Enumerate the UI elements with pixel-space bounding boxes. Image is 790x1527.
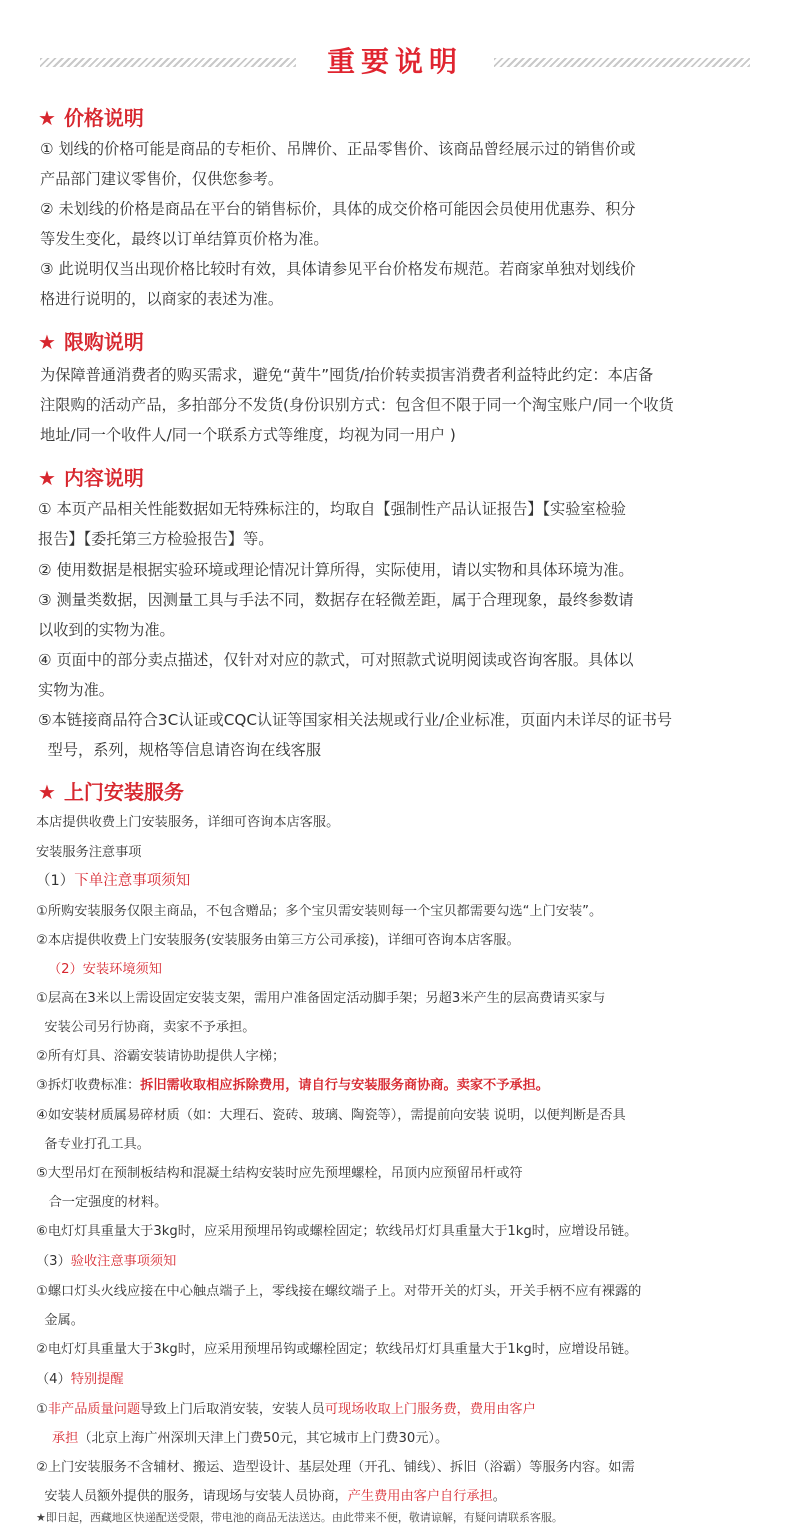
s4-l2-red: 承担 — [52, 1431, 79, 1446]
install-s2-line: ④如安装材质属易碎材质（如：大理石、瓷砖、玻璃、陶瓷等），需提前向安装 说明，以便判断是否具 — [36, 1108, 626, 1123]
install-s2-line-fee — [36, 1075, 549, 1097]
install-s2-line: ⑤大型吊灯在预制板结构和混凝土结构安装时应先预埋螺栓，吊顶内应预留吊杆或符 — [36, 1166, 523, 1181]
s4-l4-text: 安装人员额外提供的服务，请现场与安装人员协商， — [36, 1489, 348, 1504]
star-icon: ★ — [38, 330, 56, 354]
limit-heading — [38, 330, 144, 354]
price-line: ③ 此说明仅当出现价格比较时有效，具体请参见平台价格发布规范。若商家单独对划线价 — [40, 260, 636, 278]
page-title: 重要说明 — [326, 45, 463, 78]
s4-l4-red: 产生费用由客户自行承担 — [347, 1489, 493, 1504]
install-s2-line: ②所有灯具、浴霸安装请协助提供人字梯； — [36, 1049, 286, 1064]
fee-warning: 拆旧需收取相应拆除费用，请自行与安装服务商协商。卖家不予承担。 — [140, 1078, 549, 1093]
star-icon: ★ — [38, 780, 56, 804]
content-line: ⑤本链接商品符合3C认证或CQC认证等国家相关法规或行业/企业标准，页面内未详尽的证书号 — [38, 711, 673, 729]
limit-line: 注限购的活动产品，多拍部分不发货(身份识别方式：包含但不限于同一个淘宝账户/同一个收货 — [40, 396, 674, 414]
install-s1-line: ①所购安装服务仅限主商品，不包含赠品；多个宝贝需安装则每一个宝贝都需要勾选“上门安装”。 — [36, 904, 603, 919]
install-s3-heading — [36, 1251, 176, 1273]
install-s4-line: ②上门安装服务不含辅材、搬运、造型设计、基层处理（开孔、铺线）、拆旧（浴霸）等服务内容。如需 — [36, 1460, 635, 1475]
install-s2-line: 备专业打孔工具。 — [36, 1137, 150, 1152]
limit-heading-label: 限购说明 — [63, 330, 144, 354]
install-s4-line — [36, 1399, 536, 1421]
content-line: 型号，系列，规格等信息请咨询在线客服 — [38, 741, 322, 759]
install-s4-title: 特别提醒 — [70, 1372, 124, 1387]
header-divider-right — [494, 58, 750, 67]
install-s4-num: （4） — [36, 1372, 71, 1387]
install-s3-line: ①螺口灯头火线应接在中心触点端子上，零线接在螺纹端子上。对带开关的灯头，开关手柄不应有裸露的 — [36, 1284, 642, 1299]
price-line: 产品部门建议零售价，仅供您参考。 — [40, 170, 283, 188]
content-line: ② 使用数据是根据实验环境或理论情况计算所得，实际使用，请以实物和具体环境为准。 — [38, 561, 634, 579]
install-s3-line: 金属。 — [36, 1313, 84, 1328]
content-line: ③ 测量类数据，因测量工具与手法不同，数据存在轻微差距，属于合理现象，最终参数请 — [38, 591, 634, 609]
limit-line: 地址/同一个收件人/同一个联系方式等维度，均视为同一用户 ) — [40, 426, 456, 444]
price-line: ② 未划线的价格是商品在平台的销售标价，具体的成交价格可能因会员使用优惠券、积分 — [40, 200, 636, 218]
install-s2-title: （2）安装环境须知 — [48, 962, 162, 977]
s4-l2-text: （北京上海广州深圳天津上门费50元，其它城市上门费30元）。 — [78, 1431, 449, 1446]
price-line: ① 划线的价格可能是商品的专柜价、吊牌价、正品零售价、该商品曾经展示过的销售价或 — [40, 140, 636, 158]
star-icon: ★ — [38, 466, 56, 490]
price-heading — [38, 106, 144, 130]
content-line: 以收到的实物为准。 — [38, 621, 175, 639]
star-icon: ★ — [38, 106, 56, 130]
install-heading — [38, 780, 184, 804]
install-s2-line: 安装公司另行协商，卖家不予承担。 — [36, 1020, 256, 1035]
header-divider-left — [40, 58, 296, 67]
install-s2-line: ①层高在3米以上需设固定安装支架，需用户准备固定活动脚手架；另超3米产生的层高费请买家与 — [36, 991, 606, 1006]
content-heading — [38, 466, 144, 490]
fee-label: ③拆灯收费标准： — [36, 1078, 141, 1093]
install-notes-title: 安装服务注意事项 — [36, 845, 142, 860]
price-line: 等发生变化，最终以订单结算页价格为准。 — [40, 230, 329, 248]
install-s1-num: （1） — [36, 873, 75, 889]
price-line: 格进行说明的，以商家的表述为准。 — [40, 290, 283, 308]
install-s3-line: ②电灯灯具重量大于3kg时，应采用预埋吊钩或螺栓固定；软线吊灯灯具重量大于1kg时，应增设吊链。 — [36, 1342, 638, 1357]
price-heading-label: 价格说明 — [63, 106, 144, 130]
install-s4-heading — [36, 1369, 124, 1391]
install-s4-line — [36, 1486, 506, 1508]
install-s3-title: 验收注意事项须知 — [70, 1254, 177, 1269]
content-heading-label: 内容说明 — [63, 466, 144, 490]
install-s3-num: （3） — [36, 1254, 71, 1269]
install-s1-title: 下单注意事项须知 — [74, 873, 191, 889]
footnote: ★即日起，西藏地区快递配送受限，带电池的商品无法送达。由此带来不便，敬请谅解，有疑问请联系客服。 — [36, 1511, 563, 1524]
content-line: 报告】【委托第三方检验报告】等。 — [38, 530, 274, 548]
install-heading-label: 上门安装服务 — [63, 780, 184, 804]
limit-line: 为保障普通消费者的购买需求，避免“黄牛”囤货/抬价转卖损害消费者利益特此约定：本店备 — [40, 366, 654, 384]
install-intro: 本店提供收费上门安装服务，详细可咨询本店客服。 — [36, 815, 340, 830]
install-s2-line: ⑥电灯灯具重量大于3kg时，应采用预埋吊钩或螺栓固定；软线吊灯灯具重量大于1kg时，应增设吊链。 — [36, 1224, 638, 1239]
s4-l1-red-a: 非产品质量问题 — [47, 1402, 141, 1417]
install-s2-line: 合一定强度的材料。 — [36, 1195, 168, 1210]
s4-l1-text: 导致上门后取消安装，安装人员 — [140, 1402, 325, 1417]
s4-l1-red-b: 可现场收取上门服务费，费用由客户 — [324, 1402, 536, 1417]
s4-l4-end: 。 — [492, 1489, 506, 1504]
content-line: ④ 页面中的部分卖点描述，仅针对对应的款式，可对照款式说明阅读或咨询客服。具体以 — [38, 651, 634, 669]
content-line: 实物为准。 — [38, 681, 114, 699]
install-s1-heading — [36, 870, 190, 892]
content-line: ① 本页产品相关性能数据如无特殊标注的，均取自【强制性产品认证报告】【实验室检验 — [38, 500, 626, 518]
s4-l1-num: ① — [36, 1402, 48, 1417]
install-s4-line — [52, 1428, 448, 1450]
install-s1-line: ②本店提供收费上门安装服务(安装服务由第三方公司承接)，详细可咨询本店客服。 — [36, 933, 520, 948]
